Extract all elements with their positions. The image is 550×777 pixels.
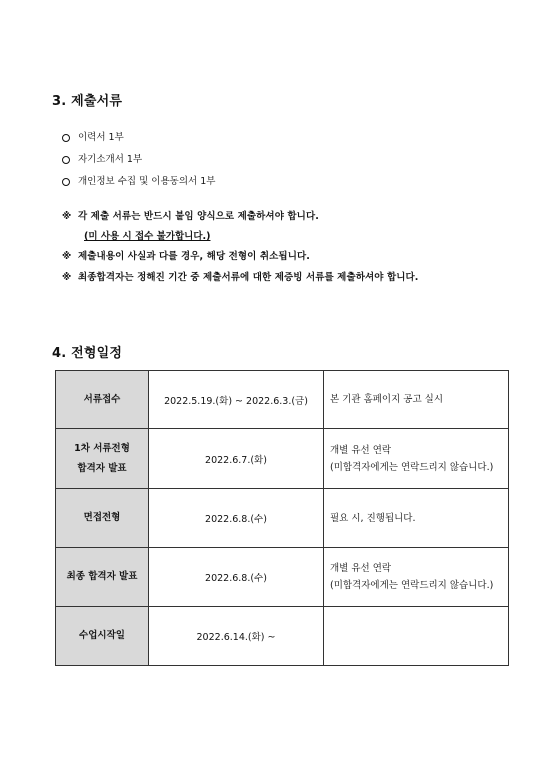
reference-mark-icon: ※ [62, 251, 72, 262]
list-item [62, 171, 215, 193]
section-title-schedule: 4. 전형일정 [52, 346, 123, 361]
row-note: 필요 시, 진행됩니다. [324, 489, 509, 548]
row-date: 2022.6.7.(화) [149, 429, 324, 489]
table-row [56, 548, 509, 607]
table-row [56, 489, 509, 548]
row-date: 2022.6.14.(화) ~ [149, 607, 324, 666]
list-item-label: 이력서 1부 [78, 132, 124, 143]
row-date: 2022.5.19.(화) ~ 2022.6.3.(금) [149, 371, 324, 429]
notes-block [62, 206, 419, 288]
section-title-documents: 3. 제출서류 [52, 94, 123, 109]
list-item [62, 149, 215, 171]
row-label: 수업시작일 [56, 607, 149, 666]
reference-mark-icon: ※ [62, 272, 72, 283]
row-label: 서류접수 [56, 371, 149, 429]
row-note: 개별 유선 연락 (미합격자에게는 연락드리지 않습니다.) [324, 548, 509, 607]
note-subtext: (미 사용 시 접수 불가합니다.) [84, 231, 211, 242]
row-label: 최종 합격자 발표 [56, 548, 149, 607]
note-item [62, 206, 419, 227]
circle-bullet-icon [62, 156, 70, 164]
row-label: 1차 서류전형 합격자 발표 [56, 429, 149, 489]
circle-bullet-icon [62, 178, 70, 186]
note-text: 최종합격자는 정해진 기간 중 제출서류에 대한 제증빙 서류를 제출하셔야 합니다. [78, 272, 419, 283]
circle-bullet-icon [62, 134, 70, 142]
schedule-table [55, 370, 509, 666]
list-item [62, 127, 215, 149]
row-date: 2022.6.8.(수) [149, 489, 324, 548]
note-text: 각 제출 서류는 반드시 붙임 양식으로 제출하셔야 합니다. [78, 211, 319, 222]
row-label: 면접전형 [56, 489, 149, 548]
note-item [62, 267, 419, 288]
note-item [62, 246, 419, 267]
row-note: 개별 유선 연락 (미합격자에게는 연락드리지 않습니다.) [324, 429, 509, 489]
row-date: 2022.6.8.(수) [149, 548, 324, 607]
row-note: 본 기관 홈페이지 공고 실시 [324, 371, 509, 429]
row-note [324, 607, 509, 666]
note-text: 제출내용이 사실과 다를 경우, 해당 전형이 취소됩니다. [78, 251, 310, 262]
table-row [56, 371, 509, 429]
table-row [56, 429, 509, 489]
list-item-label: 개인정보 수집 및 이용동의서 1부 [78, 176, 216, 187]
table-row [56, 607, 509, 666]
reference-mark-icon: ※ [62, 211, 72, 222]
list-item-label: 자기소개서 1부 [78, 154, 143, 165]
required-documents-list [62, 127, 215, 193]
